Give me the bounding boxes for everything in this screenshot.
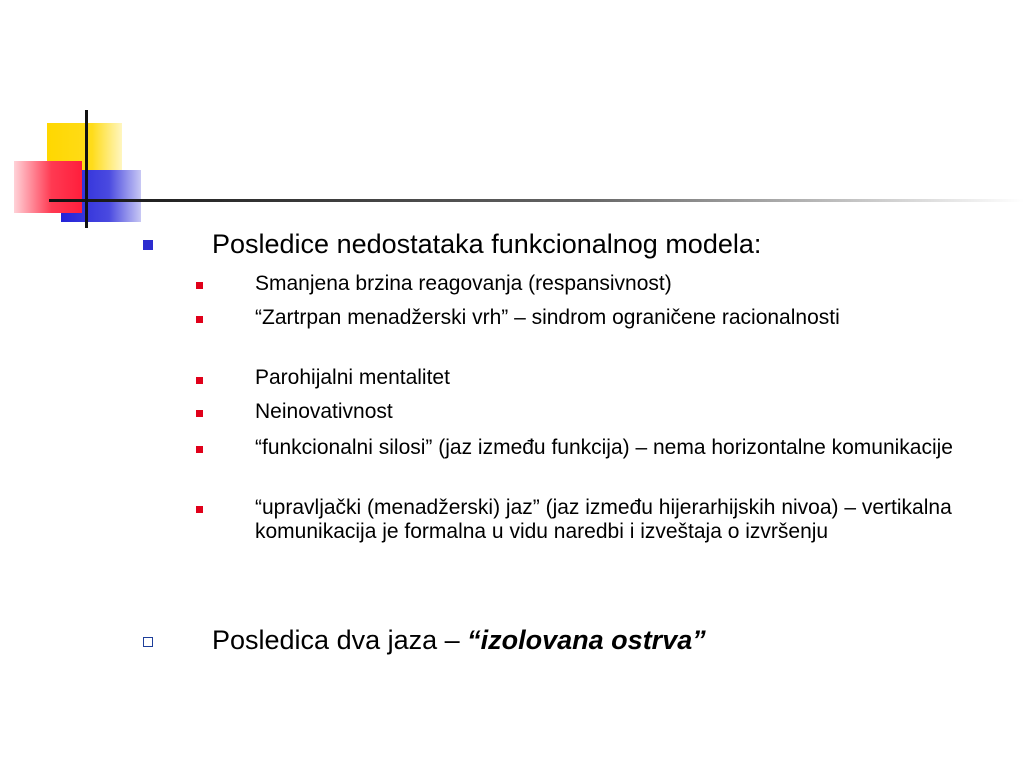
- sub-bullet-text: Smanjena brzina reagovanja (respansivnost): [255, 272, 672, 295]
- conclusion-emphasis: “izolovana ostrva”: [467, 625, 706, 655]
- sub-bullet-icon: [196, 446, 203, 453]
- main-bullet-text: Posledice nedostataka funkcionalnog modela:: [212, 229, 762, 259]
- sub-bullet-icon: [196, 316, 203, 323]
- sub-bullet-text: Neinovativnost: [255, 400, 393, 423]
- conclusion-text: [212, 624, 706, 656]
- sub-bullet-text: “funkcionalni silosi” (jaz između funkcija) – nema horizontalne komunikacije: [255, 436, 953, 459]
- sub-bullet-icon: [196, 506, 203, 513]
- sub-bullet-text: “Zartrpan menadžerski vrh” – sindrom ograničene racionalnosti: [255, 306, 840, 329]
- sub-bullet-text: Parohijalni mentalitet: [255, 366, 450, 389]
- sub-bullet-text: “upravljački (menadžerski) jaz” (jaz između hijerarhijskih nivoa) – vertikalna komunikacija je formalna u vidu naredbi i izveštaja o izvršenju: [255, 496, 952, 543]
- hollow-square-bullet-icon: [143, 637, 153, 647]
- bullet-square-icon: [143, 240, 153, 250]
- sub-bullet-icon: [196, 377, 203, 384]
- sub-bullet-icon: [196, 282, 203, 289]
- sub-bullet-icon: [196, 410, 203, 417]
- conclusion-prefix: Posledica dva jaza –: [212, 625, 468, 655]
